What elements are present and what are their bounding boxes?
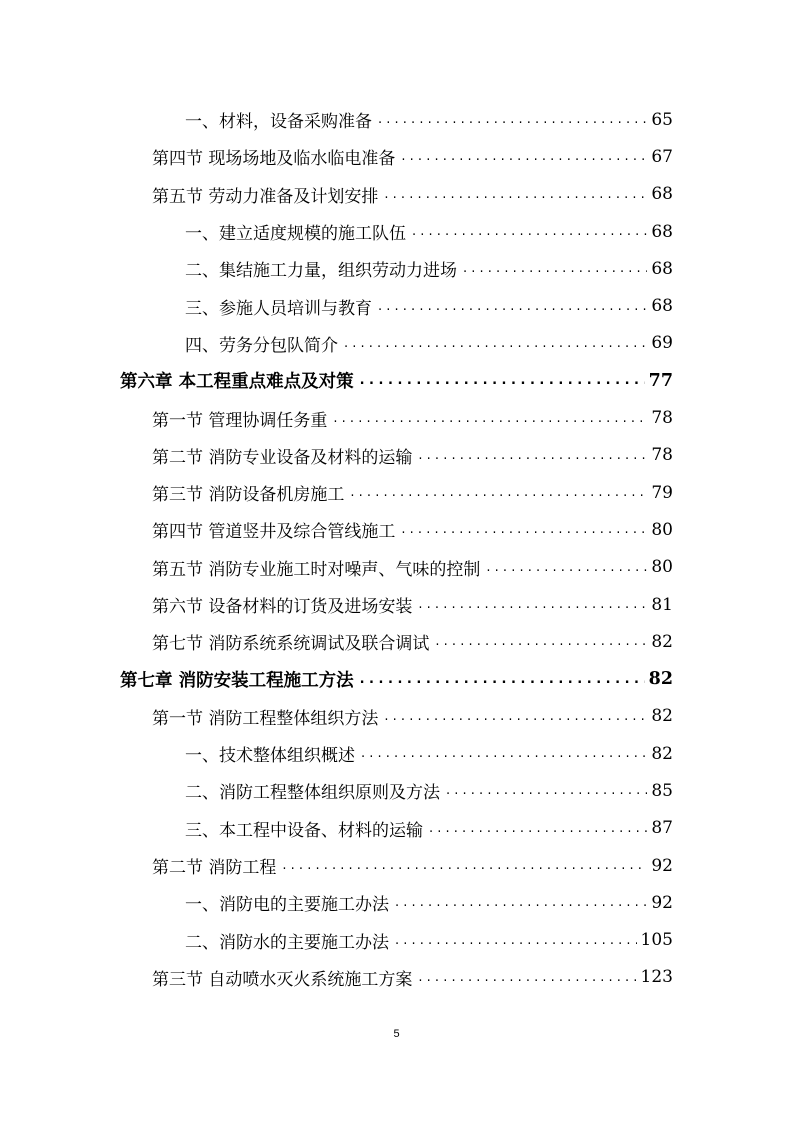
- toc-entry-page: 68: [651, 258, 673, 279]
- toc-entry[interactable]: [0, 884, 793, 921]
- toc-entry-page: 68: [651, 184, 673, 205]
- toc-entry-title: 二、集结施工力量，组织劳动力进场: [185, 261, 457, 282]
- toc-entry[interactable]: [0, 399, 793, 436]
- toc-entry-title: 三、本工程中设备、材料的运输: [185, 820, 423, 841]
- toc-entry-page: 80: [651, 557, 673, 578]
- toc-entry[interactable]: [0, 250, 793, 287]
- toc-entry[interactable]: [0, 586, 793, 623]
- dot-leader: [378, 299, 647, 314]
- toc-entry-page: 77: [648, 370, 673, 391]
- toc-entry[interactable]: [0, 549, 793, 586]
- toc-entry[interactable]: [0, 325, 793, 362]
- page-number: 5: [393, 1028, 400, 1040]
- toc-entry[interactable]: [0, 959, 793, 996]
- toc-entry[interactable]: [0, 511, 793, 548]
- dot-leader: [384, 709, 647, 724]
- toc-entry[interactable]: [0, 847, 793, 884]
- toc-entry-title: 第一节 管理协调任务重: [152, 410, 328, 431]
- toc-entry[interactable]: [0, 213, 793, 250]
- dot-leader: [435, 634, 647, 649]
- toc-entry-page: 82: [651, 743, 673, 764]
- toc-entry-page: 82: [651, 631, 673, 652]
- toc-entry-title: 第四节 管道竖井及综合管线施工: [152, 522, 396, 543]
- toc-entry-page: 68: [651, 296, 673, 317]
- toc-entry-page: 78: [651, 445, 673, 466]
- dot-leader: [395, 895, 647, 910]
- toc-entry-title: 第二节 消防专业设备及材料的运输: [152, 447, 413, 468]
- toc-entry[interactable]: [0, 922, 793, 959]
- dot-leader: [395, 933, 637, 948]
- toc-entry-title: 第五节 消防专业施工时对噪声、气味的控制: [152, 559, 481, 580]
- toc-entry-page: 79: [651, 482, 673, 503]
- toc-entry[interactable]: [0, 474, 793, 511]
- toc-entry[interactable]: [0, 101, 793, 138]
- toc-entry-page: 80: [651, 519, 673, 540]
- toc-entry[interactable]: [0, 623, 793, 660]
- toc-entry-title: 四、劳务分包队简介: [185, 335, 338, 356]
- dot-leader: [446, 783, 647, 798]
- toc-entry-title: 第三节 消防设备机房施工: [152, 485, 345, 506]
- dot-leader: [401, 522, 647, 537]
- toc-chapter-entry[interactable]: [0, 362, 793, 399]
- toc-entry-page: 68: [651, 221, 673, 242]
- dot-leader: [344, 336, 647, 351]
- toc-entry[interactable]: [0, 735, 793, 772]
- toc-entry-title: 第五节 劳动力准备及计划安排: [152, 186, 379, 207]
- toc-entry-title: 一、消防电的主要施工办法: [185, 895, 389, 916]
- toc-entry-title: 二、消防水的主要施工办法: [185, 932, 389, 953]
- toc-entry-page: 65: [651, 109, 673, 130]
- toc-entry-title: 第三节 自动喷水灭火系统施工方案: [152, 969, 413, 990]
- dot-leader: [418, 448, 647, 463]
- dot-leader: [384, 187, 647, 202]
- dot-leader: [361, 746, 647, 761]
- toc-entry-page: 82: [651, 706, 673, 727]
- toc-entry-page: 92: [651, 855, 673, 876]
- toc-entry-title: 第七章 消防安装工程施工方法: [120, 670, 354, 691]
- dot-leader: [486, 560, 647, 575]
- dot-leader: [401, 149, 647, 164]
- toc-entry-page: 87: [651, 818, 673, 839]
- toc-entry-title: 第四节 现场场地及临水临电准备: [152, 149, 396, 170]
- toc-entry[interactable]: [0, 437, 793, 474]
- toc-entry-title: 第六节 设备材料的订货及进场安装: [152, 597, 413, 617]
- dot-leader: [282, 858, 647, 873]
- dot-leader: [412, 224, 647, 239]
- toc-entry-page: 81: [651, 594, 673, 615]
- toc-entry-page: 78: [651, 408, 673, 429]
- toc-entry-title: 三、参施人员培训与教育: [185, 298, 372, 319]
- toc-chapter-entry[interactable]: [0, 660, 793, 697]
- toc-entry[interactable]: [0, 810, 793, 847]
- dot-leader: [429, 821, 647, 836]
- toc-entry-page: 85: [651, 780, 673, 801]
- dot-leader: [463, 261, 647, 276]
- toc-entry-page: 105: [640, 930, 673, 951]
- toc-entry[interactable]: [0, 176, 793, 213]
- toc-entry-page: 67: [651, 146, 673, 167]
- toc-entry-page: 92: [651, 892, 673, 913]
- toc-entry[interactable]: [0, 772, 793, 809]
- toc-entry-title: 二、消防工程整体组织原则及方法: [185, 783, 440, 804]
- toc-entry-title: 一、建立适度规模的施工队伍: [185, 224, 406, 245]
- dot-leader: [378, 112, 647, 127]
- toc-entry[interactable]: [0, 287, 793, 324]
- toc-entry-title: 第一节 消防工程整体组织方法: [152, 708, 379, 729]
- toc-entry-page: 82: [648, 669, 673, 690]
- dot-leader: [360, 373, 645, 388]
- toc-entry[interactable]: [0, 698, 793, 735]
- toc-entry-page: 69: [651, 333, 673, 354]
- dot-leader: [360, 672, 645, 687]
- toc-entry-title: 第二节 消防工程: [152, 858, 277, 879]
- dot-leader: [418, 597, 647, 612]
- dot-leader: [333, 411, 647, 426]
- table-of-contents: [0, 101, 793, 996]
- toc-entry[interactable]: [0, 138, 793, 175]
- dot-leader: [418, 970, 636, 985]
- toc-entry-page: 123: [640, 967, 673, 988]
- toc-entry-title: 第六章 本工程重点难点及对策: [120, 372, 354, 393]
- toc-entry-title: 一、材料，设备采购准备: [185, 112, 372, 133]
- toc-entry-title: 一、技术整体组织概述: [185, 746, 355, 767]
- toc-entry-title: 第七节 消防系统系统调试及联合调试: [152, 634, 430, 655]
- dot-leader: [350, 485, 647, 500]
